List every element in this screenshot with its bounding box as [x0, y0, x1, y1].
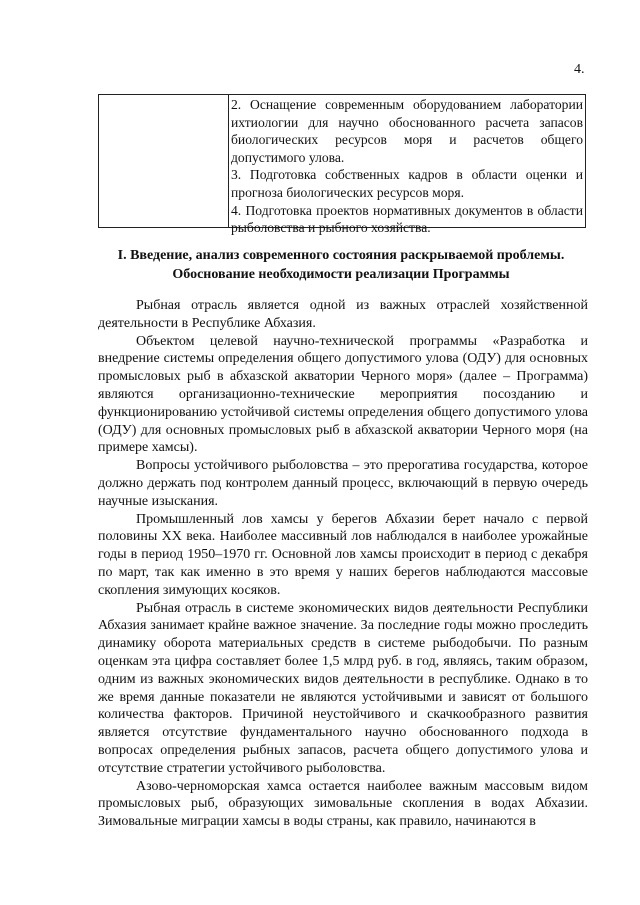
- table-cell-tasks: [231, 96, 583, 237]
- section-heading-line-1: I. Введение, анализ современного состояния раскрываемой проблемы.: [117, 248, 565, 263]
- table-column-divider: [228, 95, 229, 227]
- section-heading: [98, 247, 584, 284]
- paragraph-3: Вопросы устойчивого рыболовства – это прерогатива государства, которое должно держать под контролем данный процесс, включающий в первую очередь научные изыскания.: [98, 458, 588, 509]
- page-number: 4.: [574, 62, 585, 77]
- program-table: [98, 94, 586, 236]
- section-heading-line-2: Обоснование необходимости реализации Программы: [172, 266, 510, 282]
- paragraph-2: Объектом целевой научно-технической программы «Разработка и внедрение системы определения общего допустимого улова (ОДУ) для основных промысловых рыб в абхазской акватории Черного моря» (далее – Программа) являются организационно-технические мероприятия посозданию и функционированию устойчивой системы определения общего допустимого улова (ОДУ) для основных промысловых рыб в абхазской акватории Черного моря (на примере хамсы).: [98, 333, 588, 456]
- task-item-2: 2. Оснащение современным оборудованием лаборатории ихтиологии для научно обоснованного расчета запасов биологических ресурсов моря и расчетов общего допустимого улова.: [231, 97, 583, 165]
- task-item-3: 3. Подготовка собственных кадров в области оценки и прогноза биологических ресурсов моря.: [231, 167, 583, 200]
- paragraph-6: Азово-черноморская хамса остается наиболее важным массовым видом промысловых рыб, образующих зимовальные скопления в водах Абхазии. Зимовальные миграции хамсы в воды страны, как правило, начинаются в: [98, 778, 588, 830]
- body-text: [98, 297, 588, 831]
- paragraph-5: Рыбная отрасль в системе экономических видов деятельности Республики Абхазия занимает крайне важное значение. За последние годы можно проследить динамику оборота материальных средств в системе рыбодобычи. По разным оценкам эта цифра составляет более 1,5 млрд руб. в год, являясь, таким образом, одним из важных экономических видов деятельности в республике. Однако в то же время данные показатели не являются устойчивыми и зависят от большого количества факторов. Причиной неустойчивого и скачкообразного развития является отсутствие фундаментального научно обоснованного подхода в вопросах определения рыбных запасов, расчета общего допустимого улова и отсутствие стратегии устойчивого рыболовства.: [98, 600, 588, 776]
- paragraph-4: Промышленный лов хамсы у берегов Абхазии берет начало с первой половины XX века. Наиболее массивный лов наблюдался в наиболее урожайные годы в период 1950–1970 гг. Основной лов хамсы происходит в период с декабря по март, так как именно в это время у наших берегов наблюдаются массовые скопления зимующих косяков.: [98, 511, 588, 598]
- paragraph-1: Рыбная отрасль является одной из важных отраслей хозяйственной деятельности в Республике Абхазия.: [98, 298, 588, 331]
- task-item-4: 4. Подготовка проектов нормативных документов в области рыболовства и рыбного хозяйства.: [231, 202, 583, 236]
